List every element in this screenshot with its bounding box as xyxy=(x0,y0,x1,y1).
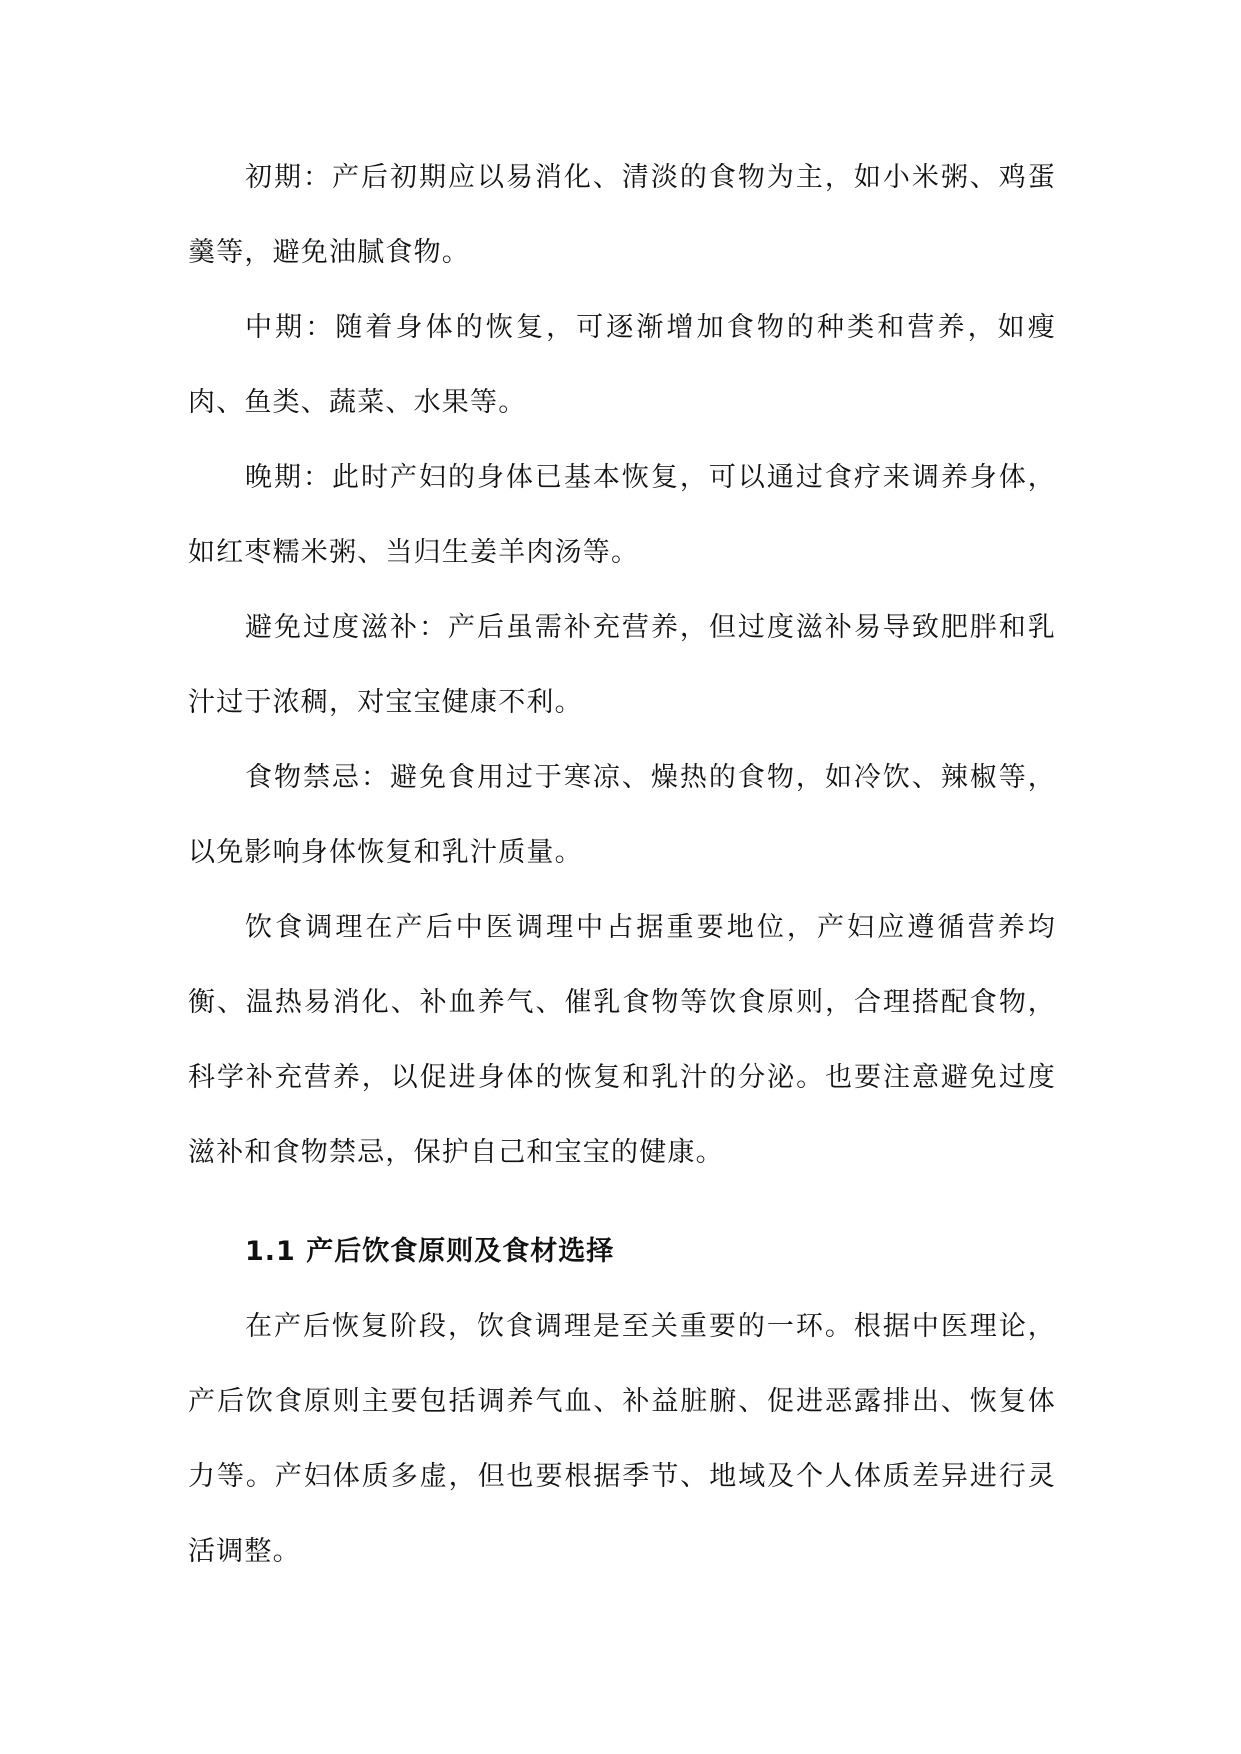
paragraph-diet-principles: 在产后恢复阶段，饮食调理是至关重要的一环。根据中医理论，产后饮食原则主要包括调养气血、补益脏腑、促进恶露排出、恢复体力等。产妇体质多虚，但也要根据季节、地域及个人体质差异进行灵活调整。 xyxy=(188,1311,1056,1567)
paragraph-food-taboos: 食物禁忌：避免食用过于寒凉、燥热的食物，如冷饮、辣椒等，以免影响身体恢复和乳汁质量。 xyxy=(188,762,1056,868)
paragraph-early-stage: 初期：产后初期应以易消化、清淡的食物为主，如小米粥、鸡蛋羹等，避免油腻食物。 xyxy=(188,162,1056,268)
paragraph-middle-stage: 中期：随着身体的恢复，可逐渐增加食物的种类和营养，如瘦肉、鱼类、蔬菜、水果等。 xyxy=(188,312,1056,418)
paragraph-summary: 饮食调理在产后中医调理中占据重要地位，产妇应遵循营养均衡、温热易消化、补血养气、催乳食物等饮食原则，合理搭配食物，科学补充营养，以促进身体的恢复和乳汁的分泌。也要注意避免过度滋补和食物禁忌，保护自己和宝宝的健康。 xyxy=(188,912,1056,1168)
section-heading: 1.1 产后饮食原则及食材选择 xyxy=(245,1236,615,1267)
paragraph-late-stage: 晚期：此时产妇的身体已基本恢复，可以通过食疗来调养身体，如红枣糯米粥、当归生姜羊肉汤等。 xyxy=(188,462,1056,568)
document-body xyxy=(188,140,1056,1589)
paragraph-avoid-overnourishing: 避免过度滋补：产后虽需补充营养，但过度滋补易导致肥胖和乳汁过于浓稠，对宝宝健康不利。 xyxy=(188,612,1056,718)
